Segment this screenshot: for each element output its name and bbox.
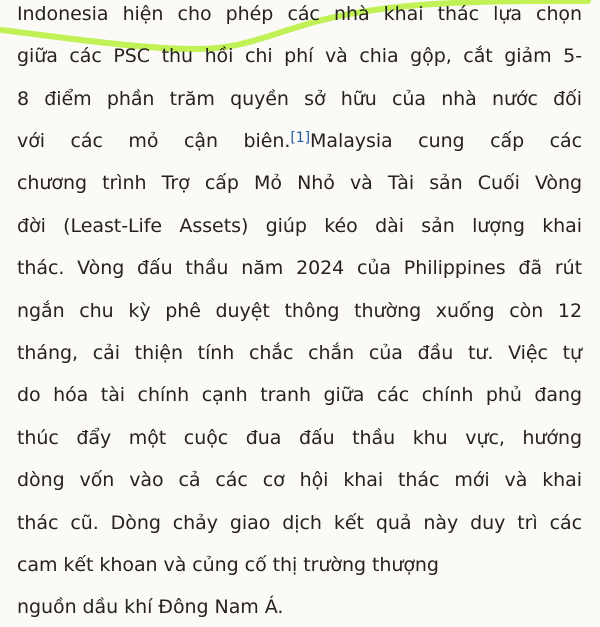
paragraph-line-2: giữa các PSC thu hồi chi phí và chia gộp, cắt giảm 5- xyxy=(17,45,582,67)
paragraph-line-4 xyxy=(17,121,582,161)
paragraph-line-8: ngắn chu kỳ phê duyệt thông thường xuống còn 12 xyxy=(17,300,582,322)
paragraph-line-3: 8 điểm phần trăm quyền sở hữu của nhà nước đối xyxy=(17,88,582,110)
paragraph-line-6: đời (Least-Life Assets) giúp kéo dài sản lượng khai xyxy=(17,215,582,237)
paragraph-line-1: Indonesia hiện cho phép các nhà khai thác lựa chọn xyxy=(17,3,582,25)
paragraph-line-4-start: với các mỏ cận biên. xyxy=(17,130,291,152)
paragraph-line-9: tháng, cải thiện tính chắc chắn của đầu tư. Việc tự xyxy=(17,342,582,364)
paragraph-line-7: thác. Vòng đấu thầu năm 2024 của Philippines đã rút xyxy=(17,257,582,279)
paragraph-line-12: dòng vốn vào cả các cơ hội khai thác mới và khai xyxy=(17,469,582,491)
paragraph-line-5: chương trình Trợ cấp Mỏ Nhỏ và Tài sản Cuối Vòng xyxy=(17,172,582,194)
paragraph-line-4-end: Malaysia cung cấp các xyxy=(310,130,582,152)
paragraph-line-15: nguồn dầu khí Đông Nam Á. xyxy=(17,596,284,618)
paragraph-line-13: thác cũ. Dòng chảy giao dịch kết quả này duy trì các xyxy=(17,512,582,534)
citation-link[interactable]: [1] xyxy=(290,130,311,146)
paragraph-line-14: cam kết khoan và củng cố thị trường thượng xyxy=(17,554,439,576)
paragraph-line-10: do hóa tài chính cạnh tranh giữa các chính phủ đang xyxy=(17,384,582,406)
paragraph-line-11: thúc đẩy một cuộc đua đấu thầu khu vực, hướng xyxy=(17,427,582,449)
